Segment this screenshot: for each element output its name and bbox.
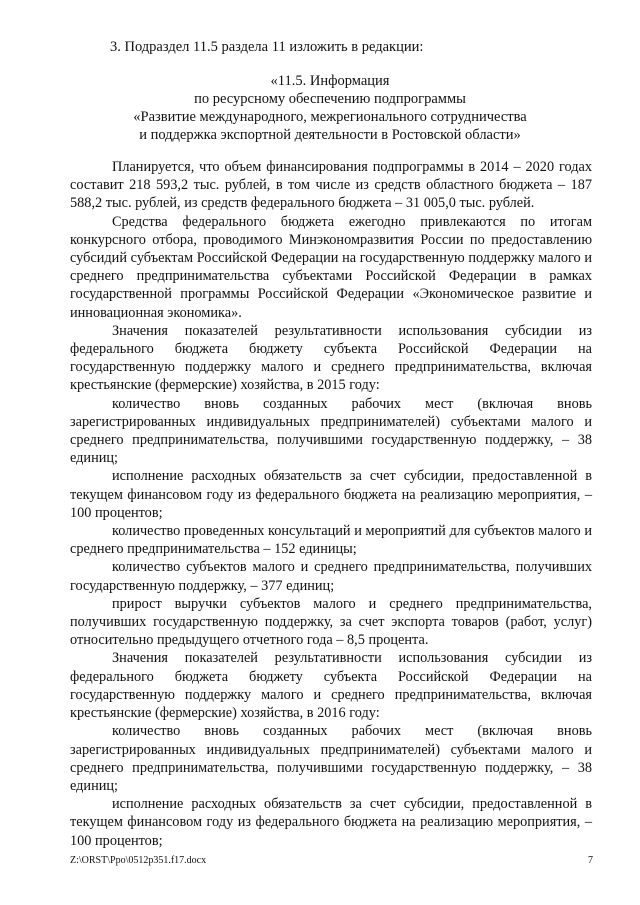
paragraph: количество вновь созданных рабочих мест (включая вновь зарегистрированных индивидуальных предпринимателей) субъектами малого и среднего предпринимательства, получившими государственную поддержку, – 38 единиц;: [70, 723, 592, 794]
paragraph: количество проведенных консультаций и мероприятий для субъектов малого и среднего предпринимательства – 152 единицы;: [70, 523, 592, 558]
body-text: [70, 158, 592, 850]
title-line: «11.5. Информация: [270, 73, 390, 89]
paragraph: Значения показателей результативности использования субсидии из федерального бюджета бюджету субъекта Российской Федерации на государственную поддержку малого и среднего предпринимательства, включая крестьянские (фермерские) хозяйства, в 2016 году:: [70, 650, 592, 722]
footer-file-path: Z:\ORST\Ppo\0512p351.f17.docx: [70, 855, 207, 866]
page-number: 7: [588, 855, 593, 866]
section-heading: 3. Подраздел 11.5 раздела 11 изложить в редакции:: [110, 39, 424, 55]
paragraph: Значения показателей результативности использования субсидии из федерального бюджета бюджету субъекта Российской Федерации на государственную поддержку малого и среднего предпринимательства, включая крестьянские (фермерские) хозяйства, в 2015 году:: [70, 322, 592, 394]
paragraph: исполнение расходных обязательств за счет субсидии, предоставленной в текущем финансовом году из федерального бюджета на реализацию мероприятия, – 100 процентов;: [70, 796, 592, 849]
title-line: «Развитие международного, межрегионального сотрудничества: [133, 109, 527, 125]
title-line: и поддержка экспортной деятельности в Ростовской области»: [139, 127, 521, 143]
paragraph: количество субъектов малого и среднего предпринимательства, получивших государственную поддержку, – 377 единиц;: [70, 559, 592, 594]
paragraph: количество вновь созданных рабочих мест (включая вновь зарегистрированных индивидуальных предпринимателей) субъектами малого и среднего предпринимательства, получившими государственную поддержку, – 38 единиц;: [70, 395, 592, 467]
paragraph: прирост выручки субъектов малого и среднего предпринимательства, получивших государственную поддержку, за счет экспорта товаров (работ, услуг) относительно предыдущего отчетного года – 8,5 процента.: [70, 595, 592, 649]
paragraph: Планируется, что объем финансирования подпрограммы в 2014 – 2020 годах составит 218 593,2 тыс. рублей, в том числе из средств областного бюджета – 187 588,2 тыс. рублей, из средств федерального бюджета – 31 005,0 тыс. рублей.: [70, 159, 592, 212]
title-line: по ресурсному обеспечению подпрограммы: [194, 91, 466, 107]
paragraph: Средства федерального бюджета ежегодно привлекаются по итогам конкурсного отбора, проводимого Минэкономразвития России по предоставлению субсидий субъектам Российской Федерации на государственную поддержку малого и среднего предпринимательства субъектами Российской Федерации в рамках государственной программы Российской Федерации «Экономическое развитие и инновационная экономика».: [70, 213, 592, 321]
subsection-title: [70, 72, 590, 144]
paragraph: исполнение расходных обязательств за счет субсидии, предоставленной в текущем финансовом году из федерального бюджета на реализацию мероприятия, – 100 процентов;: [70, 468, 592, 521]
